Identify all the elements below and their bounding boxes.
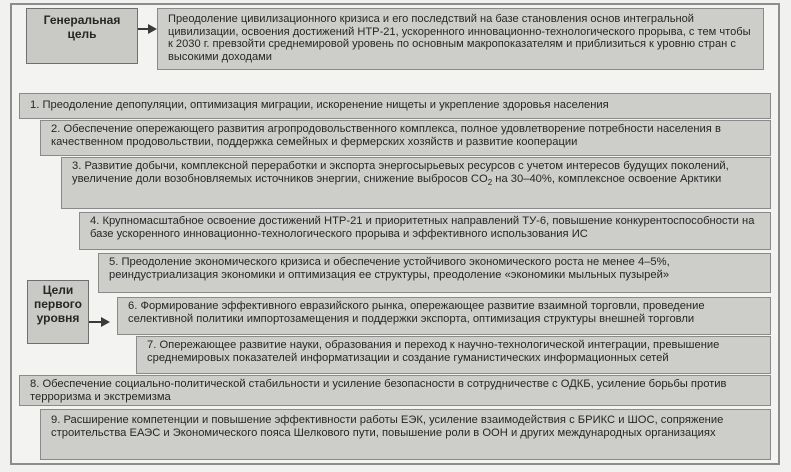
general-goal-label-line2: цель	[67, 27, 97, 41]
first-level-label-line3: уровня	[36, 311, 80, 325]
goal-3-text-after: на 30–40%, комплексное освоение Арктики	[492, 173, 722, 186]
first-level-label	[27, 280, 89, 344]
goal-8	[19, 375, 771, 406]
goal-4-text: 4. Крупномасштабное освоение достижений НТР-21 и приоритетных направлений ТУ-6, повышение конкурентоспособности на базе ускоренного инновационно-технологического прорыва и эффективного использования ИС	[90, 215, 755, 241]
goal-7	[136, 336, 771, 374]
goal-6	[117, 297, 771, 335]
goal-7-text: 7. Опережающее развитие науки, образования и переход к научно-технологической интеграции, превышение среднемировых показателей информатизации и создание гуманистических информационных сетей	[147, 339, 720, 365]
goal-9	[40, 409, 771, 460]
general-goal-label-line1: Генеральная	[43, 13, 121, 27]
goal-2	[40, 120, 771, 156]
first-level-label-line2: первого	[34, 297, 82, 311]
goal-9-text: 9. Расширение компетенции и повышение эффективности работы ЕЭК, усиление взаимодействия с БРИКС и ШОС, сопряжение строительства ЕАЭС и Экономического пояса Шелкового пути, повышение роли в ООН и других международных организациях	[51, 414, 724, 440]
goal-8-text: 8. Обеспечение социально-политической стабильности и усиление безопасности в сотрудничестве с ОДКБ, усиление борьбы против терроризма и экстремизма	[30, 378, 727, 404]
first-level-arrow-head	[101, 317, 110, 327]
general-goal-arrow-head	[148, 24, 157, 34]
goal-5	[98, 253, 771, 293]
goal-6-text: 6. Формирование эффективного евразийского рынка, опережающее развитие взаимной торговли, проведение селективной политики импортозамещения и поддержки экспорта, оптимизация структуры внешней торговли	[128, 300, 705, 326]
goal-3-text-before: 3. Развитие добычи, комплексной переработки и экспорта энергосырьевых ресурсов с учетом интересов будущих поколений, увеличение доли возобновляемых источников энергии, снижение выбросов CO	[72, 160, 729, 186]
general-goal-text: Преодоление цивилизационного кризиса и его последствий на базе становления основ интегральной цивилизации, освоения достижений НТР-21, ускоренного инновационно-технологического прорыва, с тем чтобы к 2030 г. превзойти среднемировой уровень по основным макропоказателям и приблизиться к уровню стран с высокими доходами	[157, 8, 764, 70]
goal-3-subscript: 2	[487, 178, 493, 188]
goal-1	[19, 93, 771, 119]
first-level-label-line1: Цели	[42, 283, 74, 297]
goal-5-text: 5. Преодоление экономического кризиса и обеспечение устойчивого экономического роста не менее 4–5%, реиндустриализация экономики и оптимизация ее структуры, преодоление «экономики мыльных пузырей»	[109, 256, 670, 282]
goal-1-text: 1. Преодоление депопуляции, оптимизация миграции, искоренение нищеты и укрепление здоровья населения	[30, 99, 609, 111]
goal-2-text: 2. Обеспечение опережающего развития агропродовольственного комплекса, полное удовлетворение потребности населения в качественном продовольствии, поддержка семейных и фермерских хозяйств и развитие кооперации	[51, 123, 721, 149]
goal-4	[79, 212, 771, 250]
goal-3	[61, 157, 771, 209]
general-goal-label	[26, 8, 138, 64]
